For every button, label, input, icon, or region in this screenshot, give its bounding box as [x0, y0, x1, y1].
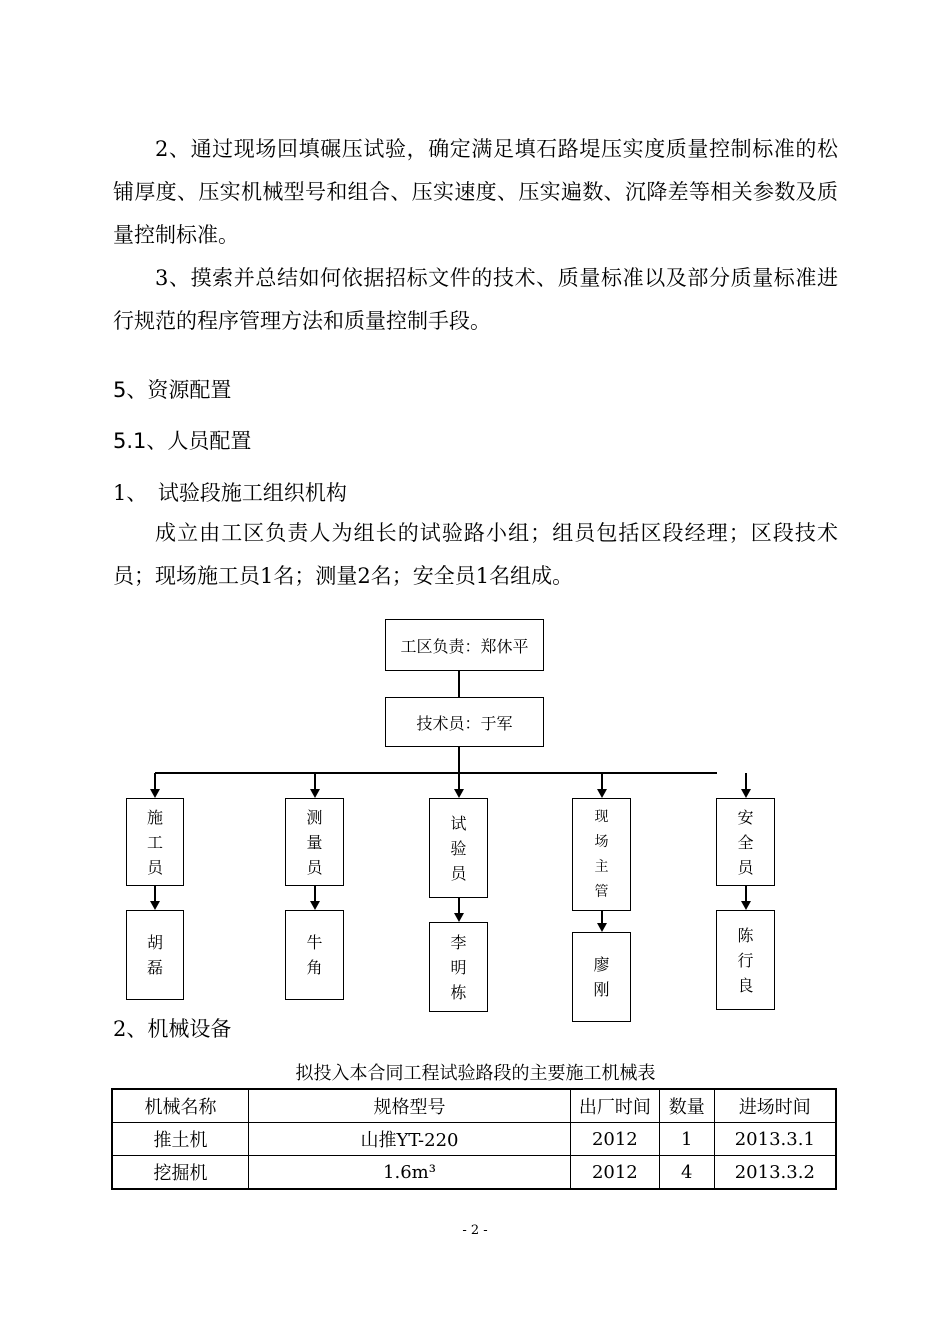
arrow-down-icon — [741, 901, 751, 910]
connector-line — [314, 773, 316, 789]
org-person-box — [285, 910, 344, 1000]
role-char: 施 — [146, 807, 163, 827]
role-char: 现 — [594, 808, 609, 825]
arrow-down-icon — [741, 789, 751, 798]
arrow-down-icon — [597, 789, 607, 798]
org-role-box — [716, 798, 775, 886]
heading-resources: 5、资源配置 — [113, 378, 232, 402]
heading-org-structure: 1、 试验段施工组织机构 — [113, 481, 347, 505]
arrow-down-icon — [310, 789, 320, 798]
table-header-cell: 规格型号 — [249, 1089, 571, 1123]
arrow-down-icon — [454, 789, 464, 798]
person-char: 明 — [450, 957, 467, 977]
page-number: - 2 - — [462, 1223, 488, 1238]
connector-line — [745, 773, 747, 789]
table-row — [112, 1123, 836, 1156]
role-char: 工 — [146, 832, 163, 852]
role-char: 主 — [594, 858, 609, 875]
table-cell: 2013.3.1 — [714, 1123, 836, 1156]
table-header-cell: 出厂时间 — [570, 1089, 659, 1123]
role-char: 员 — [450, 863, 467, 883]
person-char: 廖 — [593, 955, 610, 974]
connector-line — [601, 773, 603, 789]
org-role-box — [126, 798, 184, 886]
role-char: 员 — [146, 857, 163, 877]
role-char: 全 — [737, 832, 754, 852]
connector-line — [154, 773, 156, 789]
connector-bus — [155, 772, 717, 774]
org-person-box — [572, 932, 631, 1022]
role-char: 员 — [737, 857, 754, 877]
role-char: 量 — [306, 832, 323, 852]
role-char: 管 — [594, 883, 609, 900]
person-char: 良 — [737, 975, 754, 995]
connector-line — [314, 886, 316, 901]
person-char: 陈 — [737, 925, 754, 945]
org-box-tech: 技术员：于军 — [385, 697, 544, 747]
connector-line — [745, 886, 747, 901]
connector-line — [154, 886, 156, 901]
role-char: 场 — [594, 833, 609, 850]
table-cell: 1 — [659, 1123, 714, 1156]
table-caption: 拟投入本合同工程试验路段的主要施工机械表 — [295, 1063, 656, 1084]
connector-line — [601, 911, 603, 923]
org-box-leader: 工区负责：郑休平 — [385, 619, 544, 671]
person-char: 栋 — [450, 982, 467, 1002]
table-cell: 2012 — [570, 1156, 659, 1190]
person-char: 刚 — [593, 980, 610, 999]
arrow-down-icon — [597, 923, 607, 932]
connector-line — [458, 773, 460, 789]
arrow-down-icon — [150, 789, 160, 798]
connector-line — [458, 671, 460, 697]
role-char: 员 — [306, 857, 323, 877]
person-char: 磊 — [146, 958, 163, 977]
org-person-box — [716, 910, 775, 1010]
arrow-down-icon — [454, 913, 464, 922]
person-char: 角 — [306, 958, 323, 977]
role-char: 测 — [306, 807, 323, 827]
table-cell: 2012 — [570, 1123, 659, 1156]
arrow-down-icon — [150, 901, 160, 910]
table-cell: 挖掘机 — [112, 1156, 249, 1190]
person-char: 胡 — [146, 933, 163, 952]
table-header-cell: 机械名称 — [112, 1089, 249, 1123]
table-header-row — [112, 1089, 836, 1123]
table-row — [112, 1156, 836, 1190]
person-char: 李 — [450, 932, 467, 952]
heading-personnel: 5.1、人员配置 — [113, 429, 252, 453]
table-cell: 1.6m³ — [249, 1156, 571, 1190]
role-char: 验 — [450, 838, 467, 858]
table-header-cell: 进场时间 — [714, 1089, 836, 1123]
person-char: 行 — [737, 950, 754, 970]
org-role-box — [429, 798, 488, 898]
table-cell: 2013.3.2 — [714, 1156, 836, 1190]
org-role-box — [285, 798, 344, 886]
org-person-box — [429, 922, 488, 1012]
table-header-cell: 数量 — [659, 1089, 714, 1123]
table-cell: 山推YT-220 — [249, 1123, 571, 1156]
connector-line — [458, 898, 460, 913]
person-char: 牛 — [306, 933, 323, 952]
arrow-down-icon — [310, 901, 320, 910]
table-cell: 4 — [659, 1156, 714, 1190]
heading-machinery: 2、机械设备 — [113, 1017, 232, 1041]
paragraph-objective-2: 2、通过现场回填碾压试验，确定满足填石路堤压实度质量控制标准的松铺厚度、压实机械型号和组合、压实速度、压实遍数、沉降差等相关参数及质量控制标准。 — [113, 137, 838, 247]
role-char: 安 — [737, 807, 754, 827]
connector-line — [458, 747, 460, 773]
org-person-box — [126, 910, 184, 1000]
table-cell: 推土机 — [112, 1123, 249, 1156]
paragraph-objective-3: 3、摸索并总结如何依据招标文件的技术、质量标准以及部分质量标准进行规范的程序管理方法和质量控制手段。 — [113, 266, 838, 333]
org-role-box — [572, 798, 631, 911]
machinery-table — [111, 1088, 837, 1190]
role-char: 试 — [450, 813, 467, 833]
paragraph-team: 成立由工区负责人为组长的试验路小组；组员包括区段经理；区段技术员；现场施工员1名；测量2名；安全员1名组成。 — [113, 521, 838, 588]
